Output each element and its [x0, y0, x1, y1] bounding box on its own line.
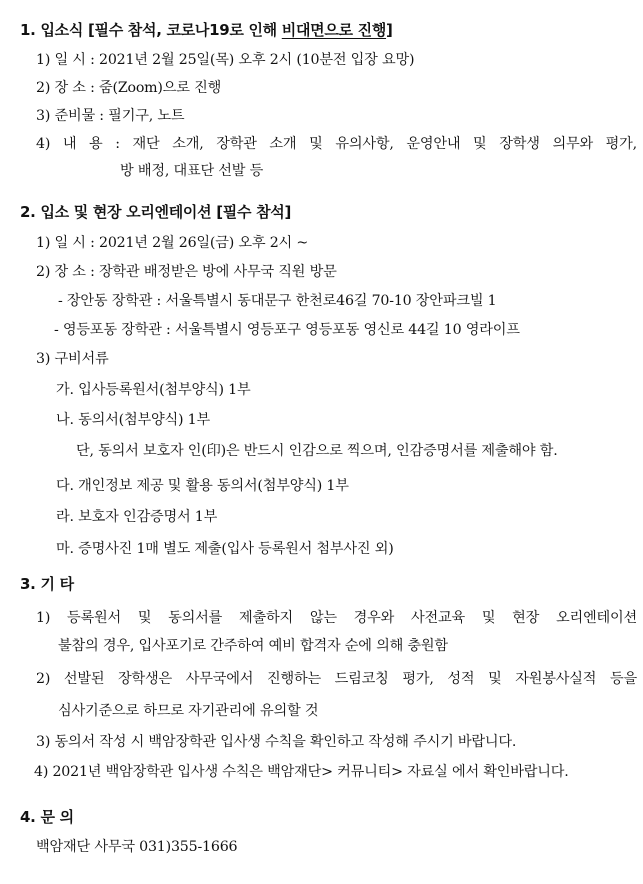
documents-title: 3) 구비서류: [36, 351, 109, 367]
orientation-content: 4) 내 용 : 재단 소개, 장학관 소개 및 유의사항, 운영안내 및 장학생 의무와 평가,: [36, 136, 637, 152]
document-na-note: 단, 동의서 보호자 인(印)은 반드시 인감으로 찍으며, 인감증명서를 제출해야 함.: [76, 443, 558, 459]
notice-4: 4) 2021년 백암장학관 입사생 수칙은 백암재단> 커뮤니티> 자료실 에서 확인바랍니다.: [34, 764, 569, 780]
section-1-heading-close: ]: [386, 21, 393, 39]
orientation-place: 2) 장 소 : 줌(Zoom)으로 진행: [36, 80, 222, 96]
document-ma: 마. 증명사진 1매 별도 제출(입사 등록원서 첨부사진 외): [56, 541, 394, 557]
notice-3: 3) 동의서 작성 시 백암장학관 입사생 수칙을 확인하고 작성해 주시기 바랍니다.: [36, 734, 517, 750]
onsite-date: 1) 일 시 : 2021년 2월 26일(금) 오후 2시 ~: [36, 235, 309, 251]
notice-1-cont: 불참의 경우, 입사포기로 간주하여 예비 합격자 순에 의해 충원함: [58, 638, 448, 654]
onsite-place: 2) 장 소 : 장학관 배정받은 방에 사무국 직원 방문: [36, 264, 337, 280]
section-1-heading: [20, 21, 393, 39]
document-ra: 라. 보호자 인감증명서 1부: [56, 509, 218, 525]
notice-2: 2) 선발된 장학생은 사무국에서 진행하는 드림코칭 평가, 성적 및 자원봉사실적 등을: [36, 671, 637, 687]
notice-2-cont: 심사기준으로 하므로 자기관리에 유의할 것: [58, 703, 319, 719]
section-2-heading: 2. 입소 및 현장 오리엔테이션 [필수 참석]: [20, 203, 292, 221]
document-na: 나. 동의서(첨부양식) 1부: [56, 412, 210, 428]
document-da: 다. 개인정보 제공 및 활용 동의서(첨부양식) 1부: [56, 478, 349, 494]
orientation-content-cont: 방 배정, 대표단 선발 등: [120, 163, 264, 179]
notice-1: 1) 등록원서 및 동의서를 제출하지 않는 경우와 사전교육 및 현장 오리엔테이션: [36, 610, 637, 626]
document-ga: 가. 입사등록원서(첨부양식) 1부: [56, 382, 251, 398]
place-jangan: - 장안동 장학관 : 서울특별시 동대문구 한천로46길 70-10 장안파크빌 1: [58, 293, 497, 309]
contact-info: 백암재단 사무국 031)355-1666: [36, 839, 238, 855]
orientation-supplies: 3) 준비물 : 필기구, 노트: [36, 108, 185, 124]
orientation-date: 1) 일 시 : 2021년 2월 25일(목) 오후 2시 (10분전 입장 요망): [36, 52, 415, 68]
section-3-heading: 3. 기 타: [20, 575, 74, 593]
section-4-heading: 4. 문 의: [20, 808, 74, 826]
section-1-heading-text: 1. 입소식 [필수 참석, 코로나19로 인해: [20, 21, 282, 39]
place-yeongdeungpo: - 영등포동 장학관 : 서울특별시 영등포구 영등포동 영신로 44길 10 영라이프: [54, 322, 520, 338]
section-1-heading-underlined: 비대면으로 진행: [281, 21, 387, 39]
